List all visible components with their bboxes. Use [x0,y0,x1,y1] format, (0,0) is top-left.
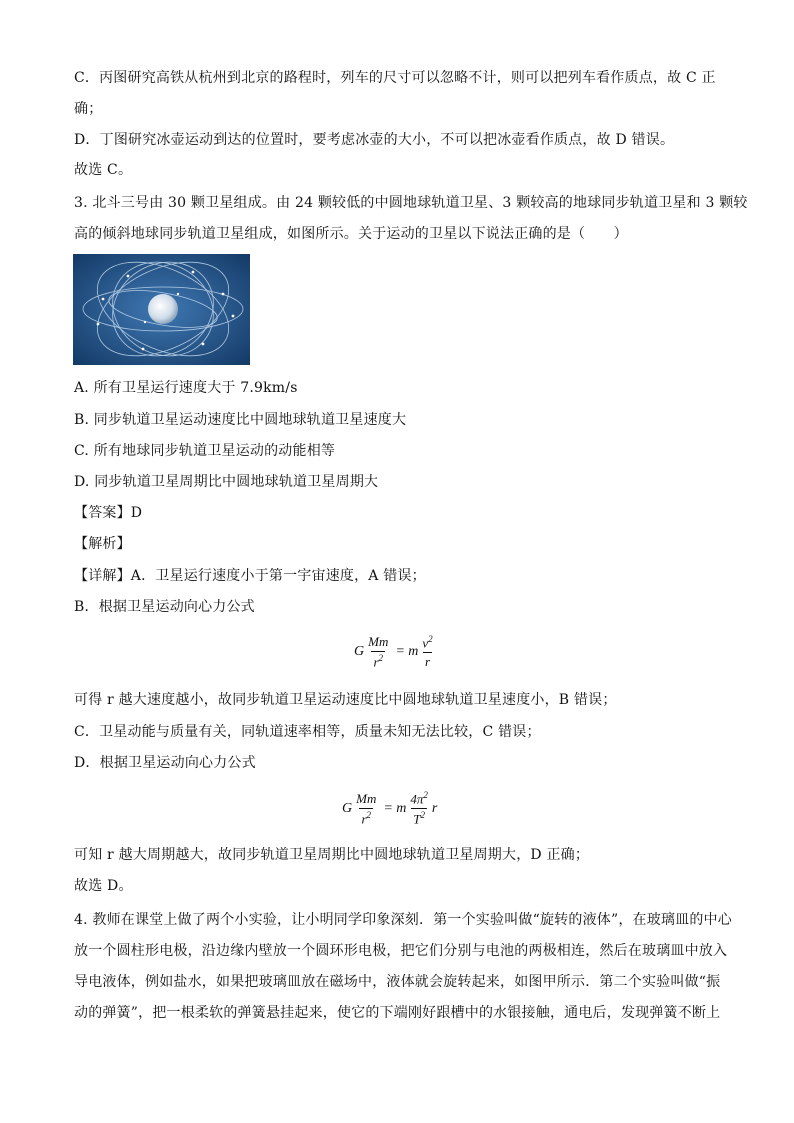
satellite-dot [102,298,105,301]
formula-base: T [413,811,421,827]
option-d: D. 同步轨道卫星周期比中圆地球轨道卫星周期大 [74,474,379,490]
satellite-dot [232,315,235,318]
formula-numerator: Mm [356,790,377,806]
satellite-dot [127,275,130,278]
formula-fraction [408,790,430,828]
formula-base: r [373,654,379,670]
satellite-dot [144,321,146,323]
earth-globe [148,294,178,324]
formula-equals: = [384,800,393,816]
centripetal-formula-2 [342,790,437,828]
text-line: 故选 D。 [74,878,133,894]
formula-denominator [371,651,385,670]
text-line: C．丙图研究高铁从杭州到北京的路程时，列车的尺寸可以忽略不计，则可以把列车看作质点，故 C 正 [74,70,716,86]
satellite-dot [177,293,179,295]
formula-numerator: Mm [368,634,389,649]
text-line: 故选 C。 [74,162,133,178]
question-4-stem: 导电液体，例如盐水，如果把玻璃皿放在磁场中，液体就会旋转起来，如图甲所示．第二个实验叫做“振 [74,974,721,990]
question-3-stem: 高的倾斜地球同步轨道卫星组成，如图所示。关于运动的卫星以下说法正确的是（ ） [74,226,628,242]
question-4-stem: 放一个圆柱形电极，沿边缘内壁放一个圆环形电极，把它们分别与电池的两极相连，然后在玻璃皿中放入 [74,943,728,959]
formula-denominator [411,808,427,827]
question-4-stem: 动的弹簧”，把一根柔软的弹簧悬挂起来，使它的下端刚好跟槽中的水银接触，通电后，发现弹簧不断上 [74,1005,721,1021]
option-c: C. 所有地球同步轨道卫星运动的动能相等 [74,443,336,459]
option-b: B. 同步轨道卫星运动速度比中圆地球轨道卫星速度大 [74,412,407,428]
beidou-satellite-figure [73,254,250,365]
formula-coef: G [342,800,353,816]
formula-exponent: 2 [366,809,372,820]
formula-numerator [420,634,434,652]
centripetal-formula-1 [354,634,437,670]
question-4-stem: 4. 教师在课堂上做了两个小实验，让小明同学印象深刻．第一个实验叫做“旋转的液体”，在玻璃皿的中心 [74,912,732,928]
formula-exponent: 2 [420,810,425,821]
formula-base: r [361,810,367,826]
question-3-stem: 3. 北斗三号由 30 颗卫星组成。由 24 颗较低的中圆地球轨道卫星、3 颗较高的地球同步轨道卫星和 3 颗较 [74,195,748,211]
formula-fraction [420,634,434,670]
formula-exponent: 2 [423,790,428,800]
text-line: C．卫星动能与质量有关，同轨道速率相等，质量未知无法比较，C 错误； [74,724,541,740]
formula-equals: = [396,644,405,660]
text-line: 【详解】A．卫星运行速度小于第一宇宙速度，A 错误； [74,568,426,584]
text-line: D．根据卫星运动向心力公式 [74,755,256,771]
formula-base: 4π [410,791,424,807]
formula-numerator [408,790,430,808]
formula-base: v [422,635,429,651]
formula-coef: m [408,644,419,660]
text-line: B．根据卫星运动向心力公式 [74,599,255,615]
formula-fraction [354,791,378,827]
text-line: 可知 r 越大周期越大，故同步轨道卫星周期比中圆地球轨道卫星周期大，D 正确； [74,847,590,863]
formula-exponent: 2 [378,653,384,663]
formula-denominator [359,808,373,827]
answer-label: 【答案】D [74,505,143,521]
option-a: A. 所有卫星运行速度大于 7.9km/s [74,380,298,396]
formula-denominator: r [424,654,431,670]
formula-coef: m [396,800,407,816]
formula-fraction [366,634,390,670]
satellite-dot [222,293,225,296]
formula-tail: r [431,800,438,816]
satellite-dot [142,348,145,351]
satellite-dot [192,271,195,274]
formula-exponent: 2 [428,634,433,644]
satellite-orbit-illustration [73,254,250,365]
text-line: D．丁图研究冰壶运动到达的位置时，要考虑冰壶的大小，不可以把冰壶看作质点，故 D 错误。 [74,132,675,148]
satellite-dot [202,343,205,346]
analysis-label: 【解析】 [74,536,131,552]
satellite-dot [97,323,100,326]
text-line: 可得 r 越大速度越小，故同步轨道卫星运动速度比中圆地球轨道卫星速度小，B 错误； [74,692,617,708]
text-line: 确； [74,101,103,117]
formula-coef: G [354,644,365,660]
